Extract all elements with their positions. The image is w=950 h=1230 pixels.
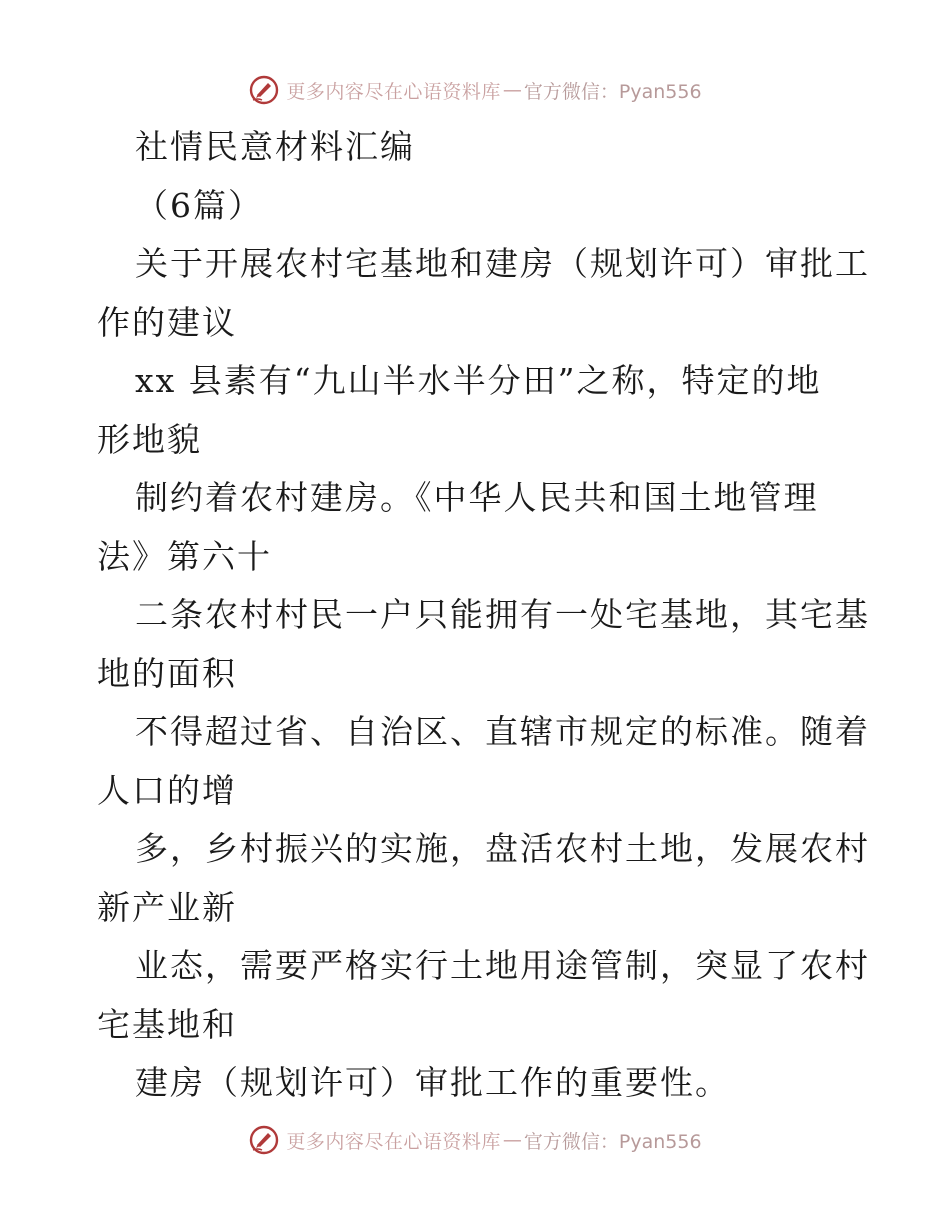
quill-pen-logo-icon (248, 1124, 280, 1156)
document-title: 社情民意材料汇编 (135, 127, 415, 166)
paragraph-line: 多，乡村振兴的实施，盘活农村土地，发展农村 (135, 829, 870, 868)
banner-wechat-text: 官方微信：Pyan556 (523, 1130, 702, 1153)
section-heading-line: 关于开展农村宅基地和建房（规划许可）审批工 (135, 244, 870, 283)
paragraph-line: 形地貌 (97, 419, 202, 459)
document-body (97, 118, 870, 1113)
document-subtitle: （6篇） (135, 185, 263, 225)
paragraph-line: 法》第六十 (97, 536, 272, 576)
banner-wechat-text: 官方微信：Pyan556 (523, 80, 702, 103)
quill-pen-logo-icon (248, 74, 280, 106)
paragraph-line: 人口的增 (97, 770, 237, 810)
paragraph-line: 宅基地和 (97, 1004, 237, 1044)
banner-brand-text: 更多内容尽在心语资料库 (286, 80, 501, 103)
paragraph-line: xx 县素有“九山半水半分田”之称，特定的地 (135, 361, 822, 400)
paragraph-line: 地的面积 (97, 653, 237, 693)
banner-brand-text: 更多内容尽在心语资料库 (286, 1130, 501, 1153)
paragraph-line: 业态，需要严格实行土地用途管制，突显了农村 (135, 946, 870, 985)
header-banner (0, 70, 950, 110)
paragraph-line: 制约着农村建房。《中华人民共和国土地管理 (135, 478, 819, 517)
banner-separator: — (502, 1129, 522, 1151)
section-heading-line: 作的建议 (97, 302, 237, 342)
paragraph-line: 二条农村村民一户只能拥有一处宅基地，其宅基 (135, 595, 870, 634)
paragraph-line: 新产业新 (97, 887, 237, 927)
footer-banner (0, 1120, 950, 1160)
paragraph-line: 不得超过省、自治区、直辖市规定的标准。随着 (135, 712, 870, 751)
banner-separator: — (502, 79, 522, 101)
paragraph-line: 建房（规划许可）审批工作的重要性。 (135, 1063, 730, 1102)
